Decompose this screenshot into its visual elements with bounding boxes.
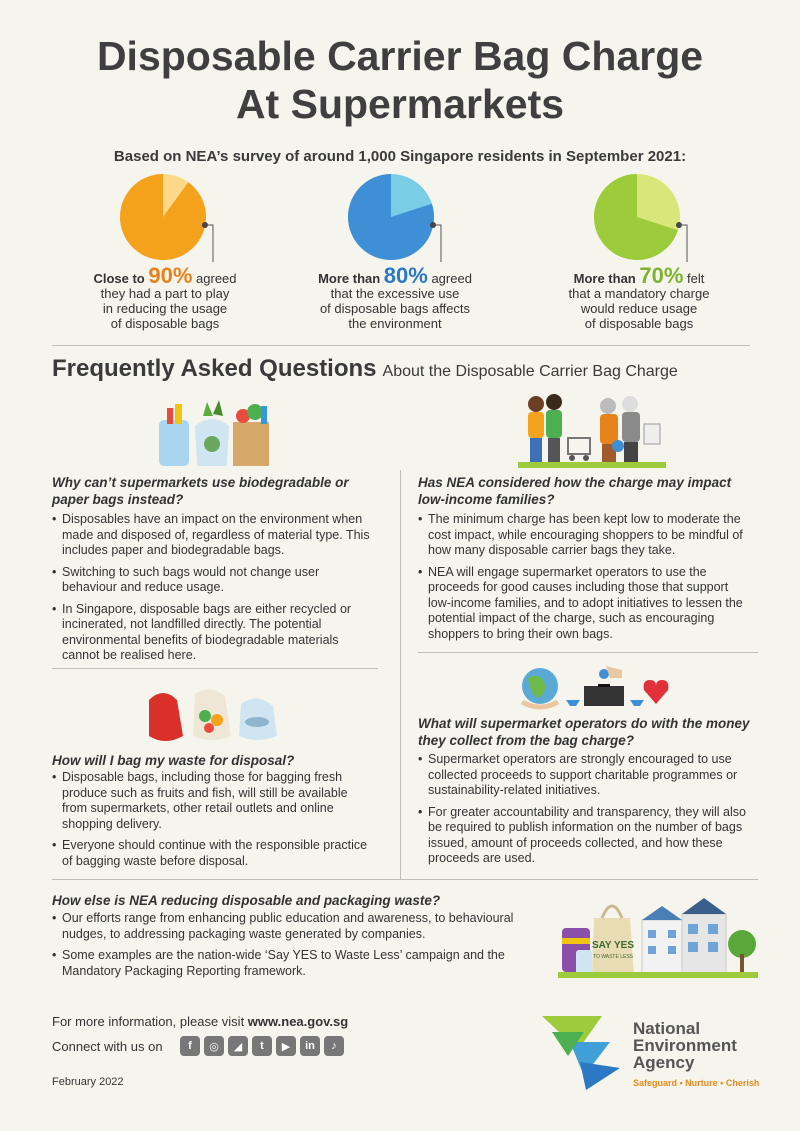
connect-text: Connect with us on [52, 1039, 163, 1054]
pie-slice-main [120, 174, 206, 260]
instagram-icon[interactable]: ◎ [204, 1036, 224, 1056]
faq-answer-list-1 [52, 512, 372, 670]
stat-line: would reduce usage [580, 301, 698, 316]
stat-percent: 70% [639, 263, 684, 288]
stat-line: the environment [348, 316, 442, 331]
survey-subtitle: Based on NEA’s survey of around 1,000 Singapore residents in September 2021: [113, 148, 687, 165]
bag-waste-less-text: TO WASTE LESS [592, 954, 634, 960]
faq-question-5: How else is NEA reducing disposable and packaging waste? [52, 893, 441, 908]
page-title [0, 32, 800, 128]
nea-website-link[interactable]: www.nea.gov.sg [247, 1014, 349, 1029]
pie-chart-80 [348, 172, 460, 262]
agency-name [633, 1020, 737, 1071]
nea-logo-icon [540, 1012, 640, 1092]
more-info-text [52, 1014, 348, 1029]
stat-line: of disposable bags affects [319, 301, 471, 316]
divider [52, 345, 750, 346]
faq-answer-list-5 [52, 911, 552, 985]
list-item: • NEA will engage supermarket operators to use the proceeds for good causes including those that support low-income families, and to adopt initiatives to lessen the potential impact of the charge, such as encouraging shoppers to bring their own bags. [418, 565, 754, 643]
youtube-icon[interactable]: ▶ [276, 1036, 296, 1056]
faq-question-2: Has NEA considered how the charge may impact low-income families? [418, 475, 732, 507]
faq-heading [52, 355, 678, 383]
twitter-icon[interactable]: t [252, 1036, 272, 1056]
stat-80 [285, 263, 505, 331]
faq-subtitle: About the Disposable Carrier Bag Charge [382, 363, 678, 380]
list-item: • The minimum charge has been kept low to moderate the cost impact, while encouraging shoppers to be mindful of how many disposable carrier bags they take. [418, 512, 754, 559]
column-divider [400, 470, 401, 880]
stat-line: they had a part to play [100, 286, 230, 301]
faq-question-4: What will supermarket operators do with the money they collect from the bag charge? [418, 716, 750, 748]
leader-line [679, 225, 687, 262]
stat-lead: More than [318, 271, 384, 286]
list-item: • For greater accountability and transparency, they will also be required to publish information on the number of bags issued, amount of proceeds collected, and how these proceeds are used. [418, 805, 754, 867]
faq-question-1: Why can’t supermarkets use biodegradable or paper bags instead? [52, 475, 349, 507]
faq-answer-list-2 [418, 512, 754, 648]
shopping-bags-icon [155, 392, 275, 468]
faq-answer-list-3 [52, 770, 372, 875]
divider [52, 668, 378, 669]
stat-percent: 90% [148, 263, 193, 288]
list-item: • Our efforts range from enhancing public education and awareness, to behavioural nudges, to addressing packaging waste generated by companies. [52, 911, 552, 942]
title-line-2: At Supermarkets [235, 81, 565, 127]
agency-name-line: National [633, 1019, 701, 1038]
stat-percent: 80% [383, 263, 428, 288]
list-item: • In Singapore, disposable bags are either recycled or incinerated, not landfilled directly. The potential environmental benefits of biodegradable materials cannot be realised here. [52, 602, 372, 664]
title-line-1: Disposable Carrier Bag Charge [96, 33, 704, 79]
list-item: • Everyone should continue with the responsible practice of bagging waste before disposal. [52, 838, 372, 869]
stat-lead: Close to [93, 271, 149, 286]
social-icons [180, 1036, 344, 1056]
leader-line [205, 225, 213, 262]
faq-title: Frequently Asked Questions [52, 355, 377, 382]
linkedin-icon[interactable]: in [300, 1036, 320, 1056]
telegram-icon[interactable]: ◢ [228, 1036, 248, 1056]
waste-bags-icon [145, 680, 285, 744]
agency-name-line: Environment [633, 1036, 737, 1055]
faq-answer-list-4 [418, 752, 754, 873]
leader-line [433, 225, 441, 262]
divider [418, 652, 758, 653]
stat-tail: agreed [192, 271, 237, 286]
more-info-prefix: For more information, please visit [52, 1014, 248, 1029]
faq-question-3: How will I bag my waste for disposal? [52, 753, 295, 768]
pie-chart-90 [120, 172, 232, 262]
list-item: • Disposable bags, including those for bagging fresh produce such as fruits and fish, will still be available from supermarkets, other retail outlets and online shopping delivery. [52, 770, 372, 832]
stat-line: in reducing the usage [102, 301, 228, 316]
donation-icon [518, 664, 674, 710]
agency-tagline: Safeguard • Nurture • Cherish [633, 1078, 760, 1088]
publication-date: February 2022 [52, 1076, 124, 1088]
list-item: • Supermarket operators are strongly encouraged to use collected proceeds to support charitable programmes or sustainability-related initiatives. [418, 752, 754, 799]
stat-tail: felt [683, 271, 705, 286]
facebook-icon[interactable]: f [180, 1036, 200, 1056]
stat-90 [55, 263, 275, 331]
stat-line: of disposable bags [584, 316, 694, 331]
stat-lead: More than [573, 271, 640, 286]
stat-70 [529, 263, 749, 331]
list-item: • Disposables have an impact on the environment when made and disposed of, regardless of material type. This includes paper and biodegradable bags. [52, 512, 372, 559]
stat-tail: agreed [427, 271, 472, 286]
divider [52, 879, 758, 880]
bag-say-yes-text: SAY YES [591, 940, 635, 951]
agency-name-line: Agency [633, 1053, 695, 1072]
stat-line: that a mandatory charge [568, 286, 710, 301]
pie-chart-70 [594, 172, 706, 262]
tiktok-icon[interactable]: ♪ [324, 1036, 344, 1056]
stat-line: of disposable bags [110, 316, 220, 331]
list-item: • Switching to such bags would not change user behaviour and reduce usage. [52, 565, 372, 596]
list-item: • Some examples are the nation-wide ‘Say YES to Waste Less’ campaign and the Mandatory Packaging Reporting framework. [52, 948, 552, 979]
stat-line: that the excessive use [330, 286, 460, 301]
say-yes-campaign-icon [558, 884, 758, 980]
family-icon [518, 390, 666, 468]
